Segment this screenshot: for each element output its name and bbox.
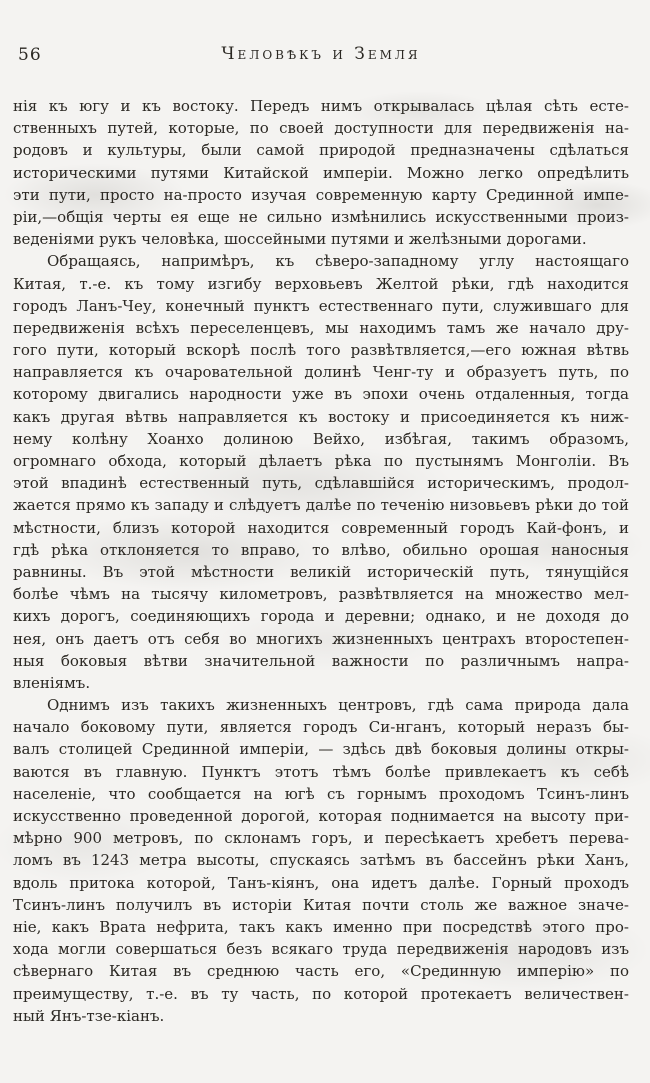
text-line: гдѣ рѣка отклоняется то вправо, то влѣво, обильно орошая наносныя [13, 540, 629, 559]
text-line: вленіямъ. [13, 673, 91, 692]
text-line: сѣвернаго Китая въ среднюю часть его, «Срединную имперію» по [13, 962, 629, 981]
text-line: болѣе чѣмъ на тысячу километровъ, развѣтвляется на множество мел- [13, 585, 629, 604]
text-line: эти пути, просто на-просто изучая современную карту Срединной импе- [13, 185, 629, 204]
text-line: ломъ въ 1243 метра высоты, спускаясь затѣмъ въ бассейнъ рѣки Ханъ, [13, 851, 629, 870]
text-line: мѣстности, близъ которой находится современный городъ Кай-фонъ, и [13, 518, 629, 537]
page-body [13, 95, 629, 1027]
text-line: ваются въ главную. Пунктъ этотъ тѣмъ болѣе привлекаетъ къ себѣ [13, 762, 629, 781]
text-line: огромнаго обхода, который дѣлаетъ рѣка по пустынямъ Монголіи. Въ [13, 452, 629, 470]
text-line: веденіями рукъ человѣка, шоссейными путями и желѣзными дорогами. [13, 230, 587, 249]
text-line: ріи,—общія черты ея еще не сильно измѣнились искусственными произ- [13, 207, 629, 226]
text-line: гого пути, который вскорѣ послѣ того развѣтвляется,—его южная вѣтвь [13, 341, 629, 360]
text-line: какъ другая вѣтвь направляется къ востоку и присоединяется къ ниж- [13, 407, 629, 426]
text-line: ніе, какъ Врата нефрита, такъ какъ именно при посредствѣ этого про- [13, 917, 629, 936]
text-line: кихъ дорогъ, соединяющихъ города и деревни; однако, и не доходя до [13, 607, 629, 626]
text-line: ный Янъ-тзе-кіанъ. [13, 1006, 165, 1025]
running-title: Человѣкъ и Земля [221, 44, 421, 64]
text-line: родовъ и культуры, были самой природой предназначены сдѣлаться [13, 141, 629, 160]
text-line: искусственно проведенной дорогой, которая поднимается на высоту при- [13, 807, 629, 825]
text-line: равнины. Въ этой мѣстности великій историческій путь, тянущійся [13, 562, 629, 581]
text-line: которому двигались народности уже въ эпохи очень отдаленныя, тогда [13, 385, 629, 404]
text-line: передвиженія всѣхъ переселенцевъ, мы находимъ тамъ же начало дру- [13, 318, 629, 337]
text-line: историческими путями Китайской имперіи. Можно легко опредѣлить [13, 163, 629, 182]
text-line: валъ столицей Срединной имперіи, — здѣсь двѣ боковыя долины откры- [13, 740, 629, 759]
text-line: вдоль притока которой, Танъ-кіянъ, она идетъ далѣе. Горный проходъ [13, 873, 629, 892]
text-line: направляется къ очаровательной долинѣ Ченг-ту и образуетъ путь, по [13, 363, 629, 382]
text-line: жается прямо къ западу и слѣдуетъ далѣе по теченію низовьевъ рѣки до той [13, 496, 629, 515]
text-line: ственныхъ путей, которые, по своей доступности для передвиженія на- [13, 119, 629, 138]
text-line: нея, онъ даетъ отъ себя во многихъ жизненныхъ центрахъ второстепен- [13, 629, 629, 648]
text-line: Обращаясь, напримѣръ, къ сѣверо-западному углу настоящаго [47, 252, 629, 271]
text-line: нему колѣну Хоанхо долиною Вейхо, избѣгая, такимъ образомъ, [13, 429, 629, 448]
text-line: мѣрно 900 метровъ, по склонамъ горъ, и пересѣкаетъ хребетъ перева- [13, 829, 629, 848]
text-line: преимуществу, т.-е. въ ту часть, по которой протекаетъ величествен- [13, 984, 629, 1003]
text-line: Китая, т.-е. къ тому изгибу верховьевъ Желтой рѣки, гдѣ находится [13, 274, 629, 293]
text-line: нія къ югу и къ востоку. Передъ нимъ открывалась цѣлая сѣть есте- [13, 97, 629, 115]
text-line: населеніе, что сообщается на югѣ съ горнымъ проходомъ Тсинъ-линъ [13, 784, 629, 803]
text-line: Тсинъ-линъ получилъ въ исторіи Китая почти столь же важное значе- [13, 895, 629, 914]
text-line: городъ Ланъ-Чеу, конечный пунктъ естественнаго пути, служившаго для [13, 296, 629, 315]
page-number: 56 [18, 45, 42, 65]
page-header [13, 44, 629, 68]
text-line: Однимъ изъ такихъ жизненныхъ центровъ, гдѣ сама природа дала [47, 696, 629, 715]
text-line: ныя боковыя вѣтви значительной важности по различнымъ напра- [13, 651, 629, 670]
text-line: этой впадинѣ естественный путь, сдѣлавшійся историческимъ, продол- [13, 474, 629, 493]
text-line: хода могли совершаться безъ всякаго труда передвиженія народовъ изъ [13, 940, 629, 959]
text-line: начало боковому пути, является городъ Си-нганъ, который неразъ бы- [13, 718, 629, 737]
